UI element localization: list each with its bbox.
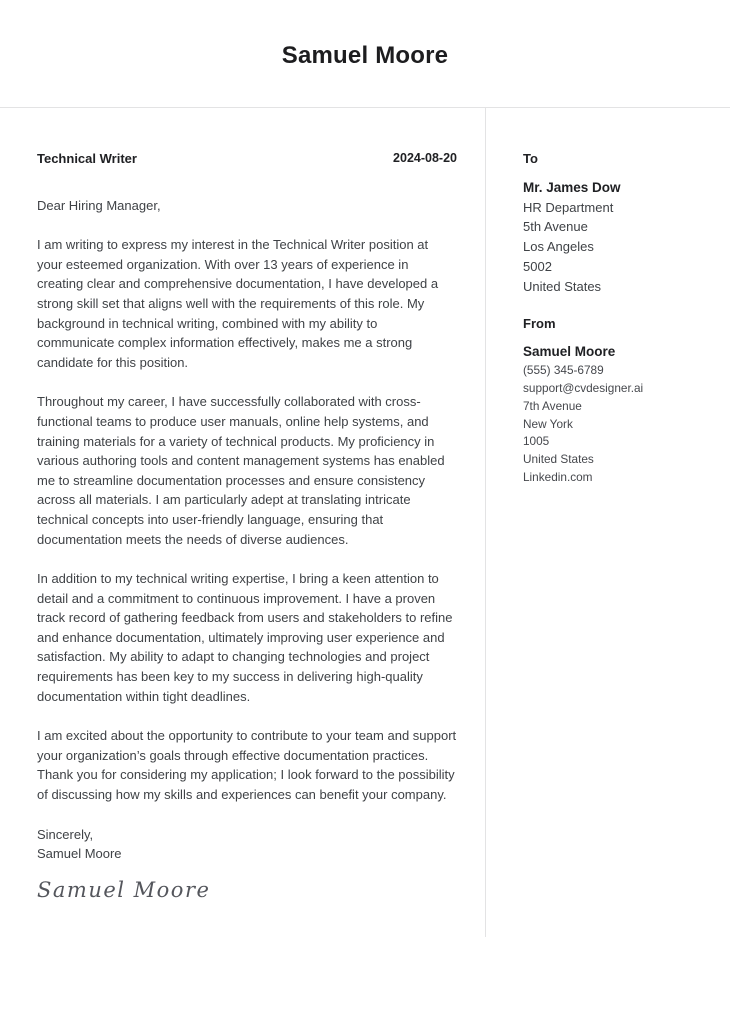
from-label: From [523, 315, 556, 331]
sender-city: New York [523, 416, 573, 431]
recipient-country: United States [523, 278, 602, 294]
sender-street: 7th Avenue [523, 398, 582, 413]
letter-paragraph-4: I am excited about the opportunity to contribute to your team and support your organization’s goals through effective documentation practices. Thank you for considering my application; I look forward to the possibility of discussing how my skills and experiences can benefit your company. [37, 728, 457, 803]
letter-body [37, 108, 457, 937]
recipient-street: 5th Avenue [523, 219, 588, 235]
letter-header [0, 0, 730, 71]
letter-paragraph-1: I am writing to express my interest in the Technical Writer position at your esteemed organization. With over 13 years of experience in creating clear and comprehensive documentation, I have developed a strong skill set that aligns well with the requirements of this role. My background in technical writing, combined with my ability to communicate complex information effectively, makes me a strong candidate for this position. [37, 237, 439, 370]
letter-meta-row [37, 149, 457, 169]
page-title: Samuel Moore [281, 42, 449, 69]
sender-email: support@cvdesigner.ai [523, 380, 644, 395]
sender-postal-code: 1005 [523, 434, 550, 449]
closing-word: Sincerely, [37, 826, 94, 842]
letter-content [0, 108, 730, 937]
signer-name: Samuel Moore [37, 846, 122, 862]
salutation: Dear Hiring Manager, [37, 197, 161, 213]
recipient-city: Los Angeles [523, 239, 594, 255]
recipient-name: Mr. James Dow [523, 179, 621, 195]
closing-block [37, 825, 457, 864]
to-label: To [523, 151, 538, 166]
sender-linkedin: Linkedin.com [523, 469, 593, 484]
sender-name: Samuel Moore [523, 344, 616, 360]
job-title: Technical Writer [37, 151, 137, 166]
letter-paragraph-3: In addition to my technical writing expertise, I bring a keen attention to detail and a commitment to continuous improvement. I have a proven track record of gathering feedback from users and stakeholders to refine and enhance documentation, ultimately improving user experience and satisfaction. My ability to adapt to changing technologies and project requirements has been key to my success in delivering high-quality documentation within tight deadlines. [37, 571, 453, 704]
sender-section [523, 314, 723, 487]
handwritten-signature: Samuel Moore [37, 877, 211, 902]
recipient-section [523, 149, 723, 297]
recipient-department: HR Department [523, 199, 614, 215]
contact-sidebar [486, 108, 723, 937]
letter-date: 2024-08-20 [393, 151, 457, 165]
sender-phone: (555) 345-6789 [523, 363, 604, 378]
letter-paragraph-2: Throughout my career, I have successfully collaborated with cross-functional teams to produce user manuals, online help systems, and training materials for a variety of technical products. My proficiency in various authoring tools and content management systems has enabled me to streamline documentation processes and ensure consistency across all materials. I am particularly adept at translating intricate technical concepts into user-friendly language, ensuring that documentation meets the needs of diverse audiences. [37, 394, 445, 547]
recipient-postal-code: 5002 [523, 258, 552, 274]
sender-country: United States [523, 452, 594, 467]
